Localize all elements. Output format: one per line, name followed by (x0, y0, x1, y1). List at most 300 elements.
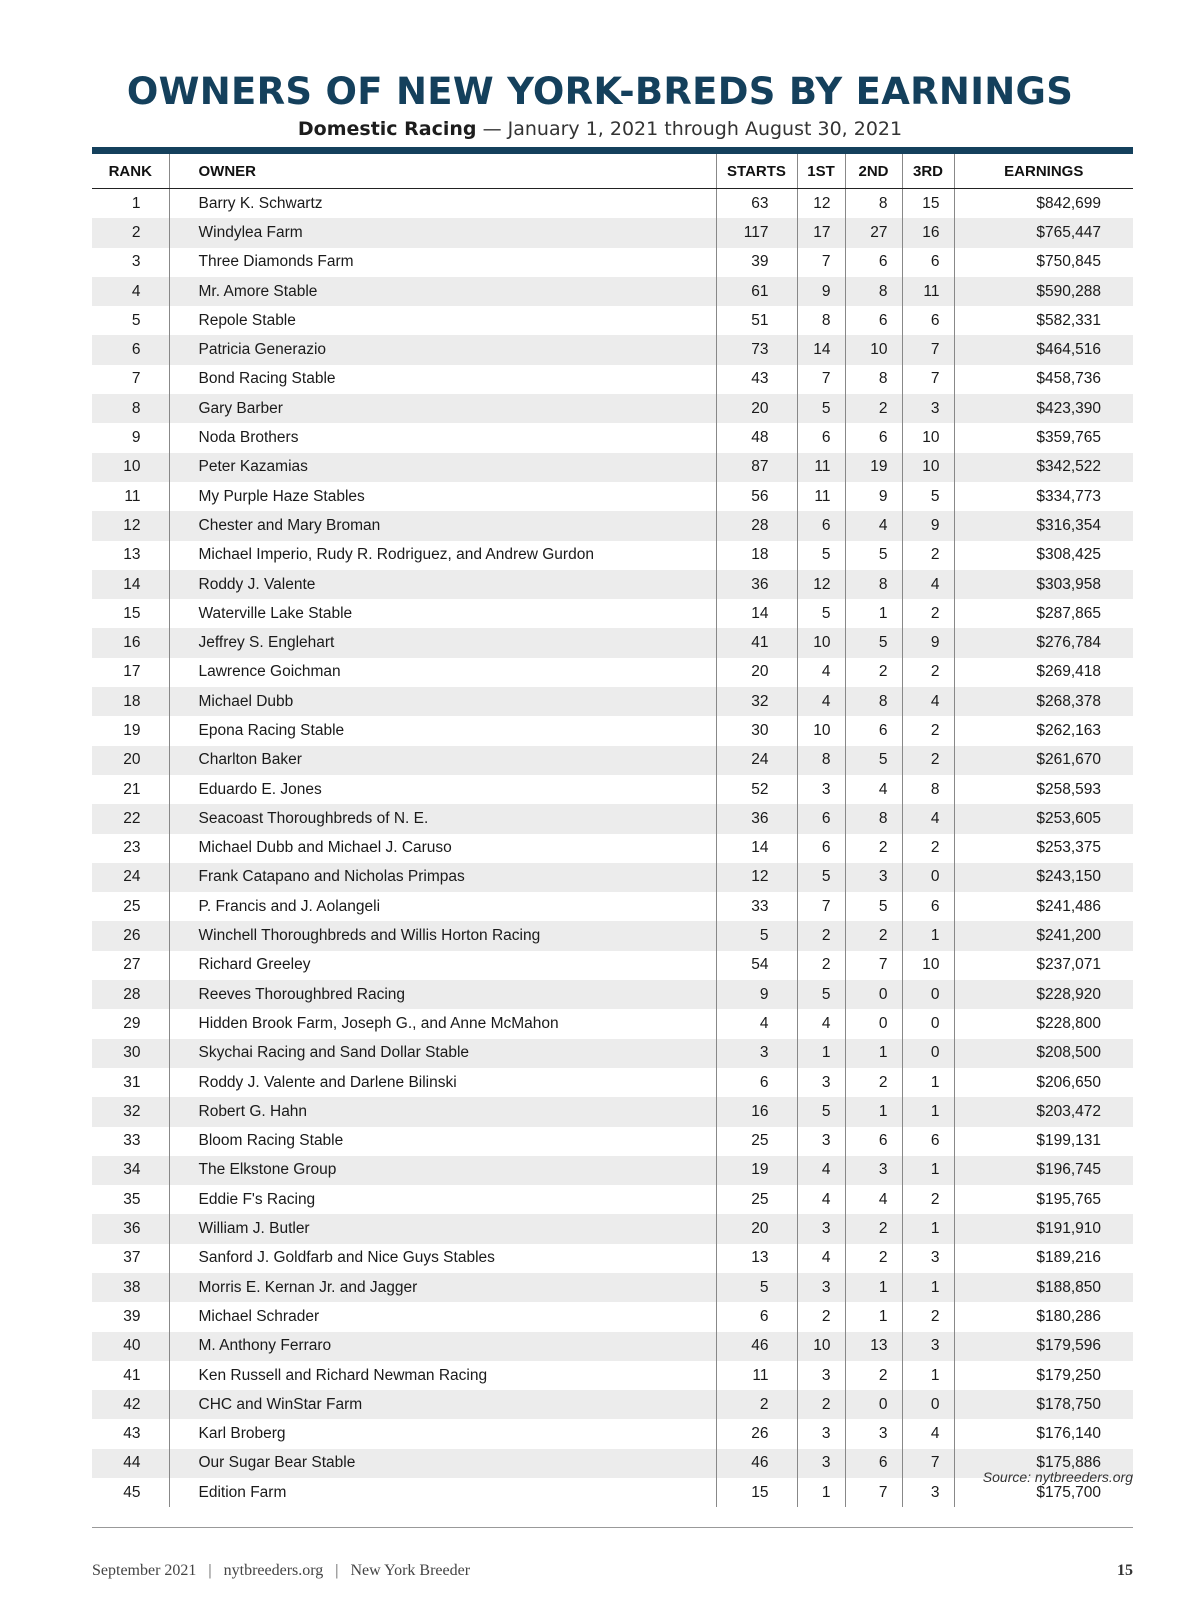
cell-rank: 16 (92, 628, 169, 657)
cell-first: 11 (797, 453, 845, 482)
cell-starts: 14 (716, 834, 797, 863)
cell-starts: 18 (716, 541, 797, 570)
cell-owner: Jeffrey S. Englehart (169, 628, 716, 657)
cell-rank: 6 (92, 335, 169, 364)
table-row (92, 453, 1133, 482)
cell-third: 1 (902, 1068, 954, 1097)
cell-first: 5 (797, 1097, 845, 1126)
cell-third: 0 (902, 1039, 954, 1068)
cell-third: 2 (902, 1185, 954, 1214)
table-body (92, 189, 1133, 1508)
cell-third: 2 (902, 716, 954, 745)
table-row (92, 482, 1133, 511)
cell-starts: 63 (716, 189, 797, 219)
cell-earnings: $276,784 (954, 628, 1133, 657)
cell-earnings: $258,593 (954, 775, 1133, 804)
cell-second: 5 (845, 628, 902, 657)
cell-starts: 3 (716, 1039, 797, 1068)
cell-owner: Roddy J. Valente and Darlene Bilinski (169, 1068, 716, 1097)
cell-third: 1 (902, 921, 954, 950)
table-row (92, 628, 1133, 657)
table-row (92, 1244, 1133, 1273)
cell-owner: Chester and Mary Broman (169, 511, 716, 540)
cell-first: 2 (797, 921, 845, 950)
cell-second: 5 (845, 541, 902, 570)
table-row (92, 570, 1133, 599)
cell-earnings: $268,378 (954, 687, 1133, 716)
cell-starts: 20 (716, 394, 797, 423)
cell-first: 11 (797, 482, 845, 511)
cell-rank: 45 (123, 1483, 141, 1501)
cell-second: 13 (845, 1332, 902, 1361)
cell-owner: Hidden Brook Farm, Joseph G., and Anne McMahon (169, 1009, 716, 1038)
cell-second: 8 (845, 570, 902, 599)
cell-third: 2 (902, 746, 954, 775)
cell-rank: 34 (92, 1156, 169, 1185)
cell-earnings: $253,605 (954, 804, 1133, 833)
cell-earnings: $203,472 (954, 1097, 1133, 1126)
cell-third: 4 (902, 1419, 954, 1448)
table-row (92, 1185, 1133, 1214)
table-row (92, 1419, 1133, 1448)
column-header-second: 2ND (845, 154, 902, 189)
cell-starts: 19 (716, 1156, 797, 1185)
cell-rank: 4 (92, 277, 169, 306)
cell-starts: 56 (716, 482, 797, 511)
cell-rank: 14 (92, 570, 169, 599)
cell-first: 5 (797, 599, 845, 628)
cell-starts: 6 (716, 1302, 797, 1331)
cell-owner: Patricia Generazio (169, 335, 716, 364)
column-header-rank: RANK (92, 154, 169, 189)
cell-starts: 51 (716, 306, 797, 335)
cell-starts: 20 (716, 1214, 797, 1243)
cell-owner: Our Sugar Bear Stable (169, 1449, 716, 1478)
cell-earnings: $303,958 (954, 570, 1133, 599)
page-number: 15 (1117, 1562, 1133, 1579)
cell-rank: 37 (123, 1249, 141, 1267)
subtitle (0, 118, 1200, 140)
cell-owner: Robert G. Hahn (169, 1097, 716, 1126)
cell-first: 6 (797, 804, 845, 833)
cell-earnings: $228,920 (954, 980, 1133, 1009)
cell-rank: 32 (92, 1097, 169, 1126)
cell-first: 5 (797, 980, 845, 1009)
cell-owner: Frank Catapano and Nicholas Primpas (169, 863, 716, 892)
cell-second: 19 (845, 453, 902, 482)
cell-starts: 12 (716, 863, 797, 892)
cell-starts: 14 (716, 599, 797, 628)
table-row (92, 687, 1133, 716)
cell-earnings: $228,800 (954, 1009, 1133, 1038)
cell-third: 4 (902, 804, 954, 833)
cell-third: 0 (902, 1390, 954, 1419)
cell-owner: Windylea Farm (169, 218, 716, 247)
cell-owner: Michael Imperio, Rudy R. Rodriguez, and Andrew Gurdon (169, 541, 716, 570)
cell-earnings: $195,765 (954, 1185, 1133, 1214)
cell-earnings: $765,447 (954, 218, 1133, 247)
cell-first: 5 (797, 394, 845, 423)
cell-third: 2 (902, 1302, 954, 1331)
cell-first: 3 (797, 1449, 845, 1478)
cell-starts: 48 (716, 423, 797, 452)
cell-second: 7 (845, 951, 902, 980)
cell-third: 3 (902, 1244, 954, 1273)
cell-owner: CHC and WinStar Farm (169, 1390, 716, 1419)
cell-rank: 41 (123, 1366, 141, 1384)
cell-second: 3 (845, 863, 902, 892)
cell-rank: 2 (92, 218, 169, 247)
cell-first: 3 (797, 1361, 845, 1390)
cell-earnings: $316,354 (954, 511, 1133, 540)
cell-second: 4 (845, 775, 902, 804)
cell-starts: 6 (716, 1068, 797, 1097)
cell-second: 8 (845, 189, 902, 219)
cell-first: 4 (797, 1009, 845, 1038)
table-row (92, 1332, 1133, 1361)
cell-owner: Mr. Amore Stable (169, 277, 716, 306)
cell-first: 10 (797, 628, 845, 657)
cell-earnings: $175,886 (954, 1449, 1133, 1478)
cell-starts: 61 (716, 277, 797, 306)
footer-rule (92, 1527, 1133, 1528)
cell-owner: Winchell Thoroughbreds and Willis Horton Racing (169, 921, 716, 950)
cell-first: 6 (797, 511, 845, 540)
table-row (92, 394, 1133, 423)
cell-earnings: $237,071 (954, 951, 1133, 980)
cell-owner: Richard Greeley (169, 951, 716, 980)
cell-first: 3 (797, 1127, 845, 1156)
cell-starts: 15 (716, 1478, 797, 1507)
cell-second: 0 (845, 1390, 902, 1419)
table-row (92, 189, 1133, 219)
table-row (92, 511, 1133, 540)
cell-rank: 21 (123, 780, 141, 798)
cell-second: 6 (845, 1127, 902, 1156)
cell-owner: Bond Racing Stable (169, 365, 716, 394)
cell-rank: 13 (123, 546, 141, 564)
table-row (92, 423, 1133, 452)
table-row (92, 1361, 1133, 1390)
cell-second: 5 (845, 746, 902, 775)
cell-second: 6 (845, 1449, 902, 1478)
table-row (92, 1214, 1133, 1243)
cell-first: 8 (797, 306, 845, 335)
table-row (92, 1302, 1133, 1331)
cell-rank: 38 (92, 1273, 169, 1302)
footer-separator: | (335, 1562, 339, 1579)
cell-third: 1 (902, 1361, 954, 1390)
table-row (92, 1390, 1133, 1419)
cell-earnings: $261,670 (954, 746, 1133, 775)
table-row (92, 804, 1133, 833)
column-header-first: 1ST (797, 154, 845, 189)
cell-earnings: $196,745 (954, 1156, 1133, 1185)
cell-first: 2 (797, 1390, 845, 1419)
cell-rank: 33 (123, 1132, 141, 1150)
cell-second: 3 (845, 1419, 902, 1448)
cell-rank: 40 (92, 1332, 169, 1361)
cell-owner: Karl Broberg (169, 1419, 716, 1448)
cell-first: 17 (797, 218, 845, 247)
cell-earnings: $423,390 (954, 394, 1133, 423)
cell-third: 4 (902, 687, 954, 716)
table-row (92, 921, 1133, 950)
cell-starts: 52 (716, 775, 797, 804)
cell-owner: P. Francis and J. Aolangeli (169, 892, 716, 921)
cell-rank: 39 (123, 1307, 141, 1325)
cell-second: 6 (845, 306, 902, 335)
cell-owner: Michael Schrader (169, 1302, 716, 1331)
cell-third: 1 (902, 1214, 954, 1243)
cell-third: 6 (902, 248, 954, 277)
cell-second: 5 (845, 892, 902, 921)
cell-starts: 16 (716, 1097, 797, 1126)
footer-publication: New York Breeder (350, 1562, 471, 1579)
cell-earnings: $334,773 (954, 482, 1133, 511)
cell-earnings: $253,375 (954, 834, 1133, 863)
cell-owner: Sanford J. Goldfarb and Nice Guys Stables (169, 1244, 716, 1273)
cell-third: 0 (902, 863, 954, 892)
cell-first: 12 (797, 570, 845, 599)
cell-second: 1 (845, 1273, 902, 1302)
cell-earnings: $582,331 (954, 306, 1133, 335)
cell-owner: Barry K. Schwartz (169, 189, 716, 219)
cell-second: 27 (845, 218, 902, 247)
cell-earnings: $241,486 (954, 892, 1133, 921)
cell-second: 8 (845, 804, 902, 833)
cell-rank: 8 (92, 394, 169, 423)
cell-owner: Repole Stable (169, 306, 716, 335)
cell-earnings: $191,910 (954, 1214, 1133, 1243)
table-row (92, 951, 1133, 980)
cell-third: 3 (902, 394, 954, 423)
table-row (92, 746, 1133, 775)
cell-owner: Bloom Racing Stable (169, 1127, 716, 1156)
cell-starts: 2 (716, 1390, 797, 1419)
cell-earnings: $241,200 (954, 921, 1133, 950)
cell-owner: Gary Barber (169, 394, 716, 423)
cell-earnings: $208,500 (954, 1039, 1133, 1068)
cell-earnings: $179,250 (954, 1361, 1133, 1390)
cell-rank: 15 (123, 604, 141, 622)
table-row (92, 248, 1133, 277)
cell-third: 15 (902, 189, 954, 219)
cell-second: 0 (845, 1009, 902, 1038)
cell-starts: 54 (716, 951, 797, 980)
cell-earnings: $179,596 (954, 1332, 1133, 1361)
cell-earnings: $189,216 (954, 1244, 1133, 1273)
cell-rank: 24 (92, 863, 169, 892)
cell-starts: 30 (716, 716, 797, 745)
cell-second: 8 (845, 365, 902, 394)
cell-rank: 10 (92, 453, 169, 482)
cell-earnings: $359,765 (954, 423, 1133, 452)
cell-starts: 28 (716, 511, 797, 540)
cell-third: 7 (902, 365, 954, 394)
cell-starts: 4 (716, 1009, 797, 1038)
cell-first: 2 (797, 1302, 845, 1331)
cell-second: 2 (845, 834, 902, 863)
cell-second: 3 (845, 1156, 902, 1185)
cell-first: 4 (797, 1156, 845, 1185)
cell-third: 7 (902, 335, 954, 364)
cell-second: 1 (845, 1302, 902, 1331)
cell-owner: Epona Racing Stable (169, 716, 716, 745)
cell-rank: 27 (123, 956, 141, 974)
cell-rank: 9 (131, 429, 141, 447)
cell-first: 4 (797, 687, 845, 716)
cell-second: 2 (845, 1244, 902, 1273)
cell-earnings: $269,418 (954, 658, 1133, 687)
table-row (92, 658, 1133, 687)
cell-owner: Noda Brothers (169, 423, 716, 452)
cell-owner: Seacoast Thoroughbreds of N. E. (169, 804, 716, 833)
cell-starts: 13 (716, 1244, 797, 1273)
cell-earnings: $243,150 (954, 863, 1133, 892)
table-row (92, 775, 1133, 804)
cell-rank: 7 (131, 370, 141, 388)
footer (92, 1562, 470, 1580)
cell-rank: 26 (92, 921, 169, 950)
cell-first: 1 (797, 1478, 845, 1507)
cell-second: 2 (845, 921, 902, 950)
cell-rank: 5 (131, 311, 141, 329)
cell-owner: Michael Dubb (169, 687, 716, 716)
cell-rank: 44 (92, 1449, 169, 1478)
cell-third: 4 (902, 570, 954, 599)
cell-earnings: $464,516 (954, 335, 1133, 364)
cell-second: 1 (845, 1097, 902, 1126)
cell-second: 4 (845, 1185, 902, 1214)
cell-rank: 1 (131, 194, 141, 212)
cell-earnings: $178,750 (954, 1390, 1133, 1419)
cell-earnings: $590,288 (954, 277, 1133, 306)
cell-first: 6 (797, 423, 845, 452)
cell-third: 3 (902, 1478, 954, 1507)
cell-third: 1 (902, 1273, 954, 1302)
cell-first: 5 (797, 541, 845, 570)
cell-second: 2 (845, 1068, 902, 1097)
cell-third: 8 (902, 775, 954, 804)
cell-starts: 39 (716, 248, 797, 277)
cell-second: 8 (845, 277, 902, 306)
cell-starts: 46 (716, 1332, 797, 1361)
cell-rank: 25 (123, 897, 141, 915)
cell-third: 2 (902, 541, 954, 570)
cell-rank: 36 (92, 1214, 169, 1243)
cell-second: 2 (845, 394, 902, 423)
cell-first: 4 (797, 658, 845, 687)
table-row (92, 1068, 1133, 1097)
table-row (92, 1009, 1133, 1038)
source-note: Source: nytbreeders.org (982, 1469, 1133, 1485)
cell-starts: 26 (716, 1419, 797, 1448)
cell-third: 11 (902, 277, 954, 306)
cell-second: 6 (845, 716, 902, 745)
cell-rank: 28 (92, 980, 169, 1009)
cell-first: 10 (797, 1332, 845, 1361)
footer-date: September 2021 (92, 1562, 197, 1579)
footer-separator: | (208, 1562, 212, 1579)
cell-first: 4 (797, 1185, 845, 1214)
cell-owner: Skychai Racing and Sand Dollar Stable (169, 1039, 716, 1068)
cell-first: 5 (797, 863, 845, 892)
cell-rank: 30 (92, 1039, 169, 1068)
cell-first: 2 (797, 951, 845, 980)
cell-rank: 31 (123, 1073, 141, 1091)
cell-owner: The Elkstone Group (169, 1156, 716, 1185)
cell-rank: 11 (124, 487, 141, 505)
column-header-starts: STARTS (716, 154, 797, 189)
subtitle-date-range: — January 1, 2021 through August 30, 2021 (476, 118, 903, 140)
cell-rank: 35 (123, 1190, 141, 1208)
cell-starts: 5 (716, 1273, 797, 1302)
table-row (92, 277, 1133, 306)
column-header-owner: OWNER (169, 154, 716, 189)
cell-earnings: $458,736 (954, 365, 1133, 394)
cell-rank: 29 (123, 1014, 141, 1032)
table-row (92, 1449, 1133, 1478)
cell-second: 2 (845, 1214, 902, 1243)
table-row (92, 1097, 1133, 1126)
cell-first: 3 (797, 1068, 845, 1097)
cell-owner: Lawrence Goichman (169, 658, 716, 687)
cell-first: 3 (797, 1214, 845, 1243)
cell-owner: Morris E. Kernan Jr. and Jagger (169, 1273, 716, 1302)
cell-owner: Waterville Lake Stable (169, 599, 716, 628)
cell-starts: 32 (716, 687, 797, 716)
cell-first: 6 (797, 834, 845, 863)
page-title: OWNERS OF NEW YORK-BREDS BY EARNINGS (126, 70, 1074, 113)
cell-first: 12 (797, 189, 845, 219)
cell-earnings: $842,699 (954, 189, 1133, 219)
cell-second: 4 (845, 511, 902, 540)
table-header-row (92, 154, 1133, 189)
cell-third: 3 (902, 1332, 954, 1361)
cell-starts: 117 (716, 218, 797, 247)
cell-second: 2 (845, 658, 902, 687)
cell-second: 2 (845, 1361, 902, 1390)
cell-third: 2 (902, 599, 954, 628)
earnings-table (92, 154, 1133, 1507)
table-row (92, 599, 1133, 628)
cell-starts: 36 (716, 804, 797, 833)
column-header-third: 3RD (902, 154, 954, 189)
cell-third: 16 (902, 218, 954, 247)
cell-earnings: $308,425 (954, 541, 1133, 570)
cell-owner: Michael Dubb and Michael J. Caruso (169, 834, 716, 863)
table-row (92, 1273, 1133, 1302)
cell-owner: William J. Butler (169, 1214, 716, 1243)
cell-third: 0 (902, 1009, 954, 1038)
cell-starts: 73 (716, 335, 797, 364)
cell-owner: Reeves Thoroughbred Racing (169, 980, 716, 1009)
cell-rank: 12 (92, 511, 169, 540)
table-row (92, 335, 1133, 364)
cell-third: 2 (902, 658, 954, 687)
cell-starts: 33 (716, 892, 797, 921)
cell-rank: 43 (123, 1425, 141, 1443)
table-row (92, 365, 1133, 394)
footer-site: nytbreeders.org (223, 1562, 324, 1579)
cell-starts: 25 (716, 1127, 797, 1156)
cell-owner: Three Diamonds Farm (169, 248, 716, 277)
cell-earnings: $342,522 (954, 453, 1133, 482)
table-row (92, 863, 1133, 892)
cell-rank: 42 (92, 1390, 169, 1419)
cell-first: 3 (797, 775, 845, 804)
